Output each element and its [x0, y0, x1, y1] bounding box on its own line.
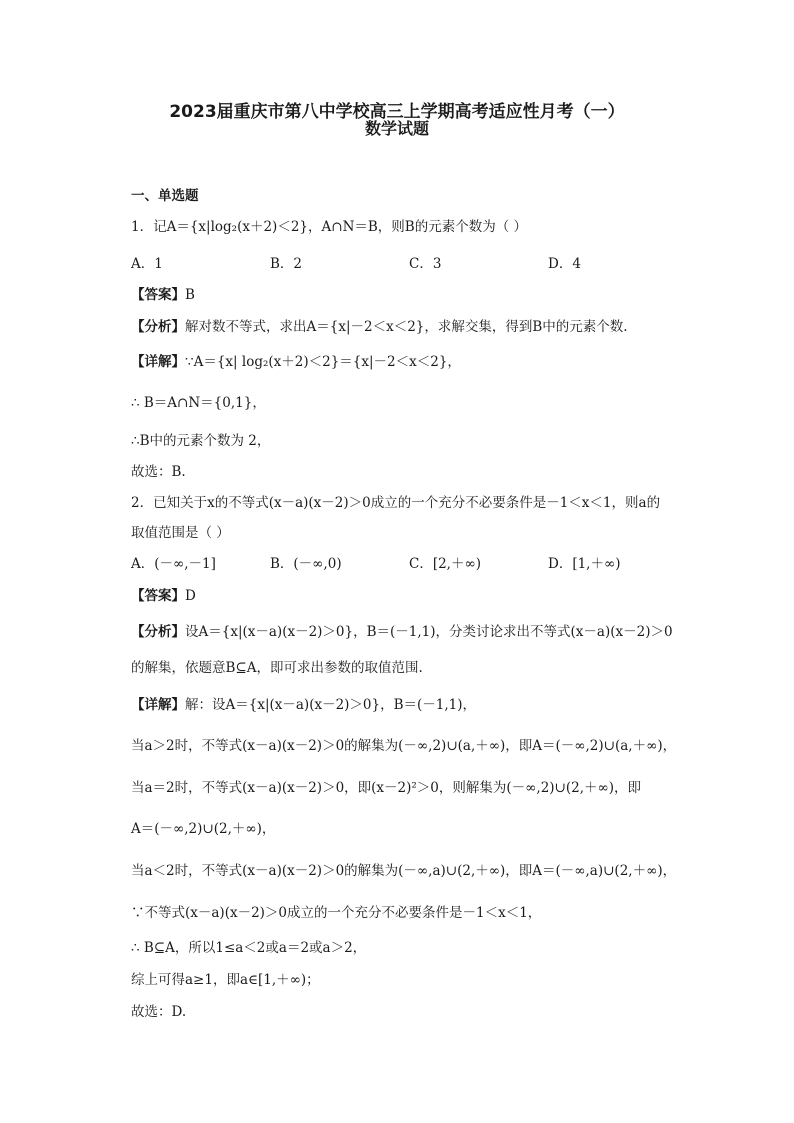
analysis-text: 解对数不等式，求出A＝{x|－2＜x＜2}，求解交集，得到B中的元素个数.: [185, 319, 628, 335]
q1-option-a: A．1: [131, 256, 163, 272]
q2-detail-line: 当a＝2时，不等式(x－a)(x－2)＞0，即(x－2)²＞0，则解集为(－∞,2)∪(2,＋∞)，即: [131, 780, 642, 796]
q2-stem-line: 2．已知关于x的不等式(x－a)(x－2)＞0成立的一个充分不必要条件是－1＜x＜1，则a的: [131, 495, 661, 511]
q2-detail-line: 故选：D.: [131, 1004, 187, 1020]
q1-option-b: B．2: [270, 256, 303, 272]
q2-detail-line: A＝(－∞,2)∪(2,＋∞)，: [131, 821, 276, 837]
q2-detail-line: 综上可得a≥1，即a∈[1,＋∞)；: [131, 972, 320, 988]
q2-option-b: B．(－∞,0): [270, 556, 342, 572]
q2-detail-line: 当a＜2时，不等式(x－a)(x－2)＞0的解集为(－∞,a)∪(2,＋∞)，即A＝(－∞,a)∪(2,＋∞)，: [131, 863, 677, 879]
analysis-text: 设A＝{x|(x－a)(x－2)＞0}，B＝(－1,1)，分类讨论求出不等式(x－a)(x－2)＞0: [185, 624, 673, 640]
q2-analysis-line: 的解集，依题意B⊆A，即可求出参数的取值范围.: [131, 660, 423, 676]
analysis-tag: 【分析】: [131, 624, 185, 640]
q1-answer: [131, 286, 195, 304]
page-subtitle: 数学试题: [364, 119, 429, 138]
q2-option-a: A．(－∞,－1]: [131, 556, 216, 572]
q1-option-d: D．4: [548, 256, 581, 272]
detail-text: ∵A＝{x| log₂(x＋2)＜2}＝{x|－2＜x＜2}，: [185, 354, 461, 370]
answer-value: B: [185, 287, 195, 303]
q1-stem: 1．记A＝{x|log₂(x＋2)＜2}，A∩N＝B，则B的元素个数为（ ）: [131, 219, 528, 235]
q1-detail-line: ∴ B＝A∩N＝{0,1}，: [131, 395, 266, 411]
page-title: 2023届重庆市第八中学校高三上学期高考适应性月考（一）: [169, 102, 625, 122]
answer-tag: 【答案】: [131, 588, 185, 604]
analysis-tag: 【分析】: [131, 319, 185, 335]
detail-tag: 【详解】: [131, 354, 185, 370]
q2-analysis: [131, 623, 673, 641]
q2-answer: [131, 587, 196, 605]
q2-detail-line: ∴ B⊆A，所以1≤a＜2或a＝2或a＞2，: [131, 940, 367, 956]
q2-option-c: C．[2,＋∞): [409, 556, 481, 572]
q2-option-d: D．[1,＋∞): [548, 556, 621, 572]
section-heading: 一、单选题: [131, 188, 199, 204]
q2-detail-line: ∵不等式(x－a)(x－2)＞0成立的一个充分不必要条件是－1＜x＜1，: [131, 905, 542, 921]
q1-detail-line: ∴B中的元素个数为 2，: [131, 433, 271, 449]
detail-tag: 【详解】: [131, 697, 185, 713]
q1-analysis: [131, 318, 628, 336]
q2-stem-line: 取值范围是（ ）: [131, 525, 230, 541]
answer-value: D: [185, 588, 196, 604]
q1-detail-line: 故选：B.: [131, 464, 186, 480]
q2-detail-line: [131, 696, 476, 714]
q1-option-c: C．3: [409, 256, 442, 272]
q1-detail-line: [131, 353, 461, 371]
q2-detail-line: 当a＞2时，不等式(x－a)(x－2)＞0的解集为(－∞,2)∪(a,＋∞)，即A＝(－∞,2)∪(a,＋∞)，: [131, 738, 677, 754]
detail-text: 解：设A＝{x|(x－a)(x－2)＞0}，B＝(－1,1)，: [185, 697, 477, 713]
answer-tag: 【答案】: [131, 287, 185, 303]
